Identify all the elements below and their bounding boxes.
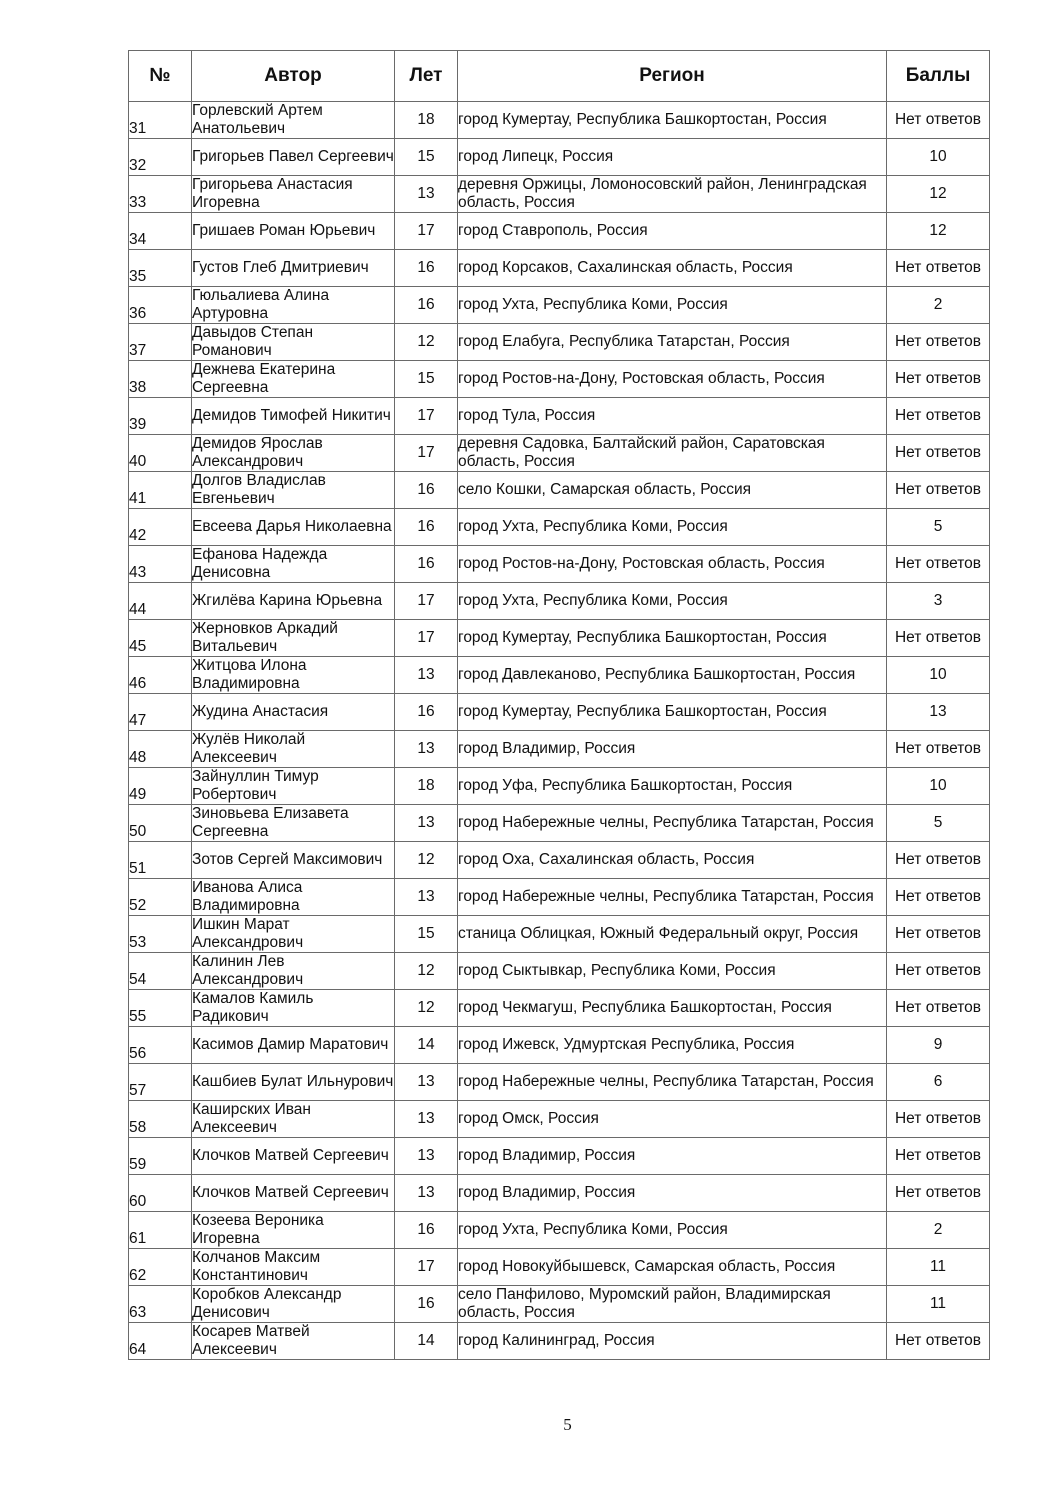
score-value: 12 <box>887 176 990 213</box>
row-number: 44 <box>129 583 192 620</box>
row-number: 49 <box>129 768 192 805</box>
author-name: Козеева Вероника Игоревна <box>192 1212 395 1249</box>
row-number: 35 <box>129 250 192 287</box>
score-value: Нет ответов <box>887 546 990 583</box>
author-age: 16 <box>395 509 458 546</box>
score-value: 12 <box>887 213 990 250</box>
author-age: 13 <box>395 657 458 694</box>
table-row <box>129 879 990 916</box>
table-row <box>129 583 990 620</box>
row-number: 58 <box>129 1101 192 1138</box>
author-age: 16 <box>395 250 458 287</box>
table-row <box>129 620 990 657</box>
score-value: Нет ответов <box>887 472 990 509</box>
author-name: Гюльалиева Алина Артуровна <box>192 287 395 324</box>
row-number: 40 <box>129 435 192 472</box>
author-age: 12 <box>395 953 458 990</box>
author-age: 16 <box>395 1212 458 1249</box>
author-name: Горлевский Артем Анатольевич <box>192 102 395 139</box>
score-value: Нет ответов <box>887 398 990 435</box>
row-number: 59 <box>129 1138 192 1175</box>
table-row <box>129 1323 990 1360</box>
author-name: Камалов Камиль Радикович <box>192 990 395 1027</box>
author-age: 13 <box>395 1175 458 1212</box>
header-region: Регион <box>458 51 887 102</box>
score-value: 10 <box>887 768 990 805</box>
table-row <box>129 1212 990 1249</box>
row-number: 32 <box>129 139 192 176</box>
author-region: город Владимир, Россия <box>458 1175 887 1212</box>
author-age: 12 <box>395 990 458 1027</box>
author-region: город Елабуга, Республика Татарстан, Россия <box>458 324 887 361</box>
score-value: Нет ответов <box>887 990 990 1027</box>
author-region: город Уфа, Республика Башкортостан, Россия <box>458 768 887 805</box>
score-value: Нет ответов <box>887 731 990 768</box>
author-name: Демидов Ярослав Александрович <box>192 435 395 472</box>
row-number: 48 <box>129 731 192 768</box>
author-region: город Корсаков, Сахалинская область, Россия <box>458 250 887 287</box>
author-name: Жгилёва Карина Юрьевна <box>192 583 395 620</box>
score-value: Нет ответов <box>887 435 990 472</box>
table-row <box>129 657 990 694</box>
author-region: село Кошки, Самарская область, Россия <box>458 472 887 509</box>
table-row <box>129 102 990 139</box>
table-row <box>129 398 990 435</box>
score-value: Нет ответов <box>887 102 990 139</box>
author-region: город Кумертау, Республика Башкортостан, Россия <box>458 102 887 139</box>
score-value: 13 <box>887 694 990 731</box>
score-value: 5 <box>887 805 990 842</box>
author-name: Коробков Александр Денисович <box>192 1286 395 1323</box>
table-row <box>129 361 990 398</box>
score-value: 5 <box>887 509 990 546</box>
table-row <box>129 916 990 953</box>
author-name: Колчанов Максим Константинович <box>192 1249 395 1286</box>
table-row <box>129 176 990 213</box>
row-number: 42 <box>129 509 192 546</box>
author-age: 17 <box>395 620 458 657</box>
row-number: 56 <box>129 1027 192 1064</box>
row-number: 33 <box>129 176 192 213</box>
table-row <box>129 213 990 250</box>
author-age: 18 <box>395 768 458 805</box>
table-row <box>129 990 990 1027</box>
author-age: 16 <box>395 1286 458 1323</box>
author-region: город Ухта, Республика Коми, Россия <box>458 287 887 324</box>
author-name: Касимов Дамир Маратович <box>192 1027 395 1064</box>
row-number: 54 <box>129 953 192 990</box>
author-age: 13 <box>395 1101 458 1138</box>
author-region: город Сыктывкар, Республика Коми, Россия <box>458 953 887 990</box>
author-name: Клочков Матвей Сергеевич <box>192 1138 395 1175</box>
author-name: Зиновьева Елизавета Сергеевна <box>192 805 395 842</box>
author-region: город Ставрополь, Россия <box>458 213 887 250</box>
author-name: Евсеева Дарья Николаевна <box>192 509 395 546</box>
author-age: 17 <box>395 435 458 472</box>
author-region: город Ростов-на-Дону, Ростовская область, Россия <box>458 546 887 583</box>
author-age: 17 <box>395 213 458 250</box>
table-row <box>129 694 990 731</box>
table-row <box>129 1027 990 1064</box>
row-number: 55 <box>129 990 192 1027</box>
author-age: 12 <box>395 324 458 361</box>
row-number: 52 <box>129 879 192 916</box>
author-region: город Оха, Сахалинская область, Россия <box>458 842 887 879</box>
row-number: 62 <box>129 1249 192 1286</box>
author-name: Долгов Владислав Евгеньевич <box>192 472 395 509</box>
page-number: 5 <box>563 1415 572 1434</box>
row-number: 37 <box>129 324 192 361</box>
table-row <box>129 1064 990 1101</box>
header-age: Лет <box>395 51 458 102</box>
header-num: № <box>129 51 192 102</box>
score-value: 2 <box>887 1212 990 1249</box>
score-value: 6 <box>887 1064 990 1101</box>
author-name: Зотов Сергей Максимович <box>192 842 395 879</box>
author-age: 15 <box>395 916 458 953</box>
author-age: 17 <box>395 583 458 620</box>
author-region: город Ухта, Республика Коми, Россия <box>458 1212 887 1249</box>
author-region: город Кумертау, Республика Башкортостан, Россия <box>458 620 887 657</box>
table-body <box>129 102 990 1360</box>
author-name: Калинин Лев Александрович <box>192 953 395 990</box>
row-number: 41 <box>129 472 192 509</box>
row-number: 31 <box>129 102 192 139</box>
author-age: 13 <box>395 1064 458 1101</box>
author-age: 16 <box>395 546 458 583</box>
row-number: 60 <box>129 1175 192 1212</box>
author-region: город Владимир, Россия <box>458 1138 887 1175</box>
table-row <box>129 1101 990 1138</box>
author-region: город Тула, Россия <box>458 398 887 435</box>
author-name: Григорьева Анастасия Игоревна <box>192 176 395 213</box>
score-value: Нет ответов <box>887 953 990 990</box>
table-row <box>129 1175 990 1212</box>
author-region: город Новокуйбышевск, Самарская область, Россия <box>458 1249 887 1286</box>
author-region: город Ухта, Республика Коми, Россия <box>458 509 887 546</box>
author-age: 14 <box>395 1027 458 1064</box>
author-region: город Калининград, Россия <box>458 1323 887 1360</box>
table-row <box>129 435 990 472</box>
author-age: 12 <box>395 842 458 879</box>
row-number: 45 <box>129 620 192 657</box>
author-region: город Набережные челны, Республика Татарстан, Россия <box>458 879 887 916</box>
author-age: 17 <box>395 398 458 435</box>
header-score: Баллы <box>887 51 990 102</box>
author-region: город Набережные челны, Республика Татарстан, Россия <box>458 1064 887 1101</box>
score-value: Нет ответов <box>887 879 990 916</box>
author-age: 15 <box>395 139 458 176</box>
author-name: Гришаев Роман Юрьевич <box>192 213 395 250</box>
score-value: 10 <box>887 657 990 694</box>
row-number: 61 <box>129 1212 192 1249</box>
table-row <box>129 1286 990 1323</box>
score-value: 3 <box>887 583 990 620</box>
author-region: город Омск, Россия <box>458 1101 887 1138</box>
author-name: Давыдов Степан Романович <box>192 324 395 361</box>
author-age: 13 <box>395 176 458 213</box>
author-age: 13 <box>395 879 458 916</box>
score-value: Нет ответов <box>887 1175 990 1212</box>
row-number: 47 <box>129 694 192 731</box>
score-value: Нет ответов <box>887 916 990 953</box>
row-number: 39 <box>129 398 192 435</box>
author-name: Иванова Алиса Владимировна <box>192 879 395 916</box>
row-number: 57 <box>129 1064 192 1101</box>
author-name: Ишкин Марат Александрович <box>192 916 395 953</box>
row-number: 53 <box>129 916 192 953</box>
table-header-row <box>129 51 990 102</box>
table-row <box>129 250 990 287</box>
score-value: 9 <box>887 1027 990 1064</box>
author-region: город Ижевск, Удмуртская Республика, Россия <box>458 1027 887 1064</box>
author-region: город Кумертау, Республика Башкортостан, Россия <box>458 694 887 731</box>
score-value: Нет ответов <box>887 842 990 879</box>
author-age: 13 <box>395 1138 458 1175</box>
author-name: Житцова Илона Владимировна <box>192 657 395 694</box>
author-name: Жудина Анастасия <box>192 694 395 731</box>
score-value: 10 <box>887 139 990 176</box>
author-name: Кашбиев Булат Ильнурович <box>192 1064 395 1101</box>
score-value: Нет ответов <box>887 1101 990 1138</box>
author-name: Демидов Тимофей Никитич <box>192 398 395 435</box>
author-name: Григорьев Павел Сергеевич <box>192 139 395 176</box>
author-age: 16 <box>395 287 458 324</box>
author-name: Густов Глеб Дмитриевич <box>192 250 395 287</box>
author-region: станица Облицкая, Южный Федеральный округ, Россия <box>458 916 887 953</box>
score-value: Нет ответов <box>887 1323 990 1360</box>
row-number: 51 <box>129 842 192 879</box>
table-row <box>129 953 990 990</box>
score-value: Нет ответов <box>887 1138 990 1175</box>
row-number: 46 <box>129 657 192 694</box>
author-region: город Владимир, Россия <box>458 731 887 768</box>
author-region: город Набережные челны, Республика Татарстан, Россия <box>458 805 887 842</box>
table-row <box>129 805 990 842</box>
row-number: 63 <box>129 1286 192 1323</box>
row-number: 38 <box>129 361 192 398</box>
row-number: 64 <box>129 1323 192 1360</box>
author-region: деревня Садовка, Балтайский район, Саратовская область, Россия <box>458 435 887 472</box>
author-name: Жулёв Николай Алексеевич <box>192 731 395 768</box>
score-value: 11 <box>887 1249 990 1286</box>
table-row <box>129 546 990 583</box>
table-row <box>129 731 990 768</box>
score-value: 11 <box>887 1286 990 1323</box>
row-number: 43 <box>129 546 192 583</box>
author-name: Ефанова Надежда Денисовна <box>192 546 395 583</box>
row-number: 36 <box>129 287 192 324</box>
author-region: город Чекмагуш, Республика Башкортостан, Россия <box>458 990 887 1027</box>
author-age: 15 <box>395 361 458 398</box>
score-value: Нет ответов <box>887 361 990 398</box>
table-row <box>129 1138 990 1175</box>
table-row <box>129 324 990 361</box>
row-number: 34 <box>129 213 192 250</box>
author-name: Дежнева Екатерина Сергеевна <box>192 361 395 398</box>
author-region: город Давлеканово, Республика Башкортостан, Россия <box>458 657 887 694</box>
author-region: город Липецк, Россия <box>458 139 887 176</box>
table-row <box>129 842 990 879</box>
author-region: деревня Оржицы, Ломоносовский район, Ленинградская область, Россия <box>458 176 887 213</box>
table-row <box>129 287 990 324</box>
author-name: Каширских Иван Алексеевич <box>192 1101 395 1138</box>
author-region: город Ухта, Республика Коми, Россия <box>458 583 887 620</box>
author-age: 18 <box>395 102 458 139</box>
row-number: 50 <box>129 805 192 842</box>
table-row <box>129 139 990 176</box>
author-name: Клочков Матвей Сергеевич <box>192 1175 395 1212</box>
author-age: 16 <box>395 694 458 731</box>
author-region: город Ростов-на-Дону, Ростовская область, Россия <box>458 361 887 398</box>
author-name: Зайнуллин Тимур Робертович <box>192 768 395 805</box>
table-row <box>129 472 990 509</box>
author-name: Косарев Матвей Алексеевич <box>192 1323 395 1360</box>
table-row <box>129 1249 990 1286</box>
author-age: 13 <box>395 731 458 768</box>
score-value: Нет ответов <box>887 620 990 657</box>
results-table <box>128 50 990 1360</box>
score-value: Нет ответов <box>887 324 990 361</box>
author-name: Жерновков Аркадий Витальевич <box>192 620 395 657</box>
score-value: Нет ответов <box>887 250 990 287</box>
table-row <box>129 509 990 546</box>
author-region: село Панфилово, Муромский район, Владимирская область, Россия <box>458 1286 887 1323</box>
author-age: 13 <box>395 805 458 842</box>
header-author: Автор <box>192 51 395 102</box>
author-age: 16 <box>395 472 458 509</box>
author-age: 14 <box>395 1323 458 1360</box>
table-row <box>129 768 990 805</box>
score-value: 2 <box>887 287 990 324</box>
author-age: 17 <box>395 1249 458 1286</box>
